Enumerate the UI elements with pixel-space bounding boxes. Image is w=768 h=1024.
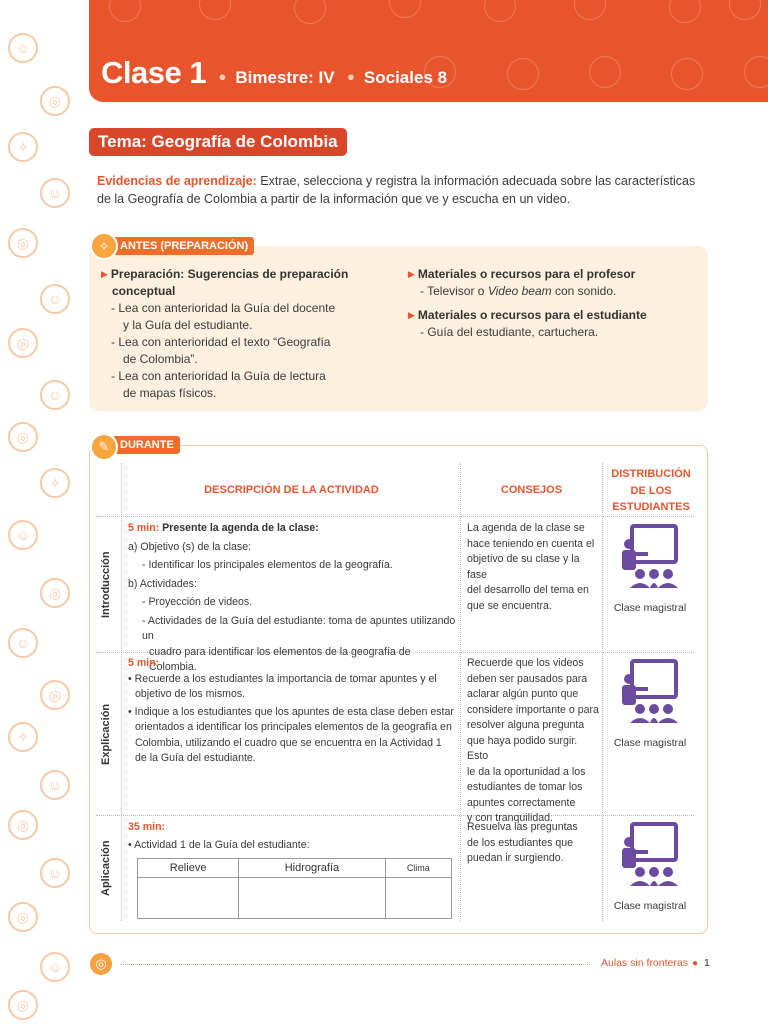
globe-icon: ◎	[8, 810, 38, 840]
list-item-cont: de Colombia”.	[123, 352, 198, 366]
person-icon: ☺	[40, 858, 70, 888]
decorative-icon-rail	[0, 0, 64, 1024]
evidencias-text-2: de la Geografía de Colombia a partir de la información que ve y escucha en un video.	[97, 192, 571, 206]
globe-icon: ◎	[8, 902, 38, 932]
lightbulb-icon: ✧	[90, 232, 118, 260]
dist-caption: Clase magistral	[613, 602, 687, 614]
dist-caption: Clase magistral	[613, 900, 687, 912]
list-item-cont: y la Guía del estudiante.	[123, 318, 253, 332]
list-item-cont: de mapas físicos.	[123, 386, 217, 400]
estudiante-heading: ▶ Materiales o recursos para el estudiante	[408, 308, 647, 322]
preparacion-heading-2: conceptual	[112, 284, 176, 298]
person-icon: ☺	[8, 628, 38, 658]
globe-icon: ◎	[40, 578, 70, 608]
evidencias-label: Evidencias de aprendizaje:	[97, 174, 257, 188]
list-item: - Lea con anterioridad la Guía del docente	[111, 301, 336, 315]
globe-icon: ◎	[40, 680, 70, 710]
row-explicacion-description: 5 min: • Recuerde a los estudiantes la importancia de tomar apuntes y el objetivo de los mismos. • Indique a los estudiantes que los apuntes de esta clase deben estar orientados a identificar los principales elementos de la geografía en Colombia, utilizando el cuadro que se encuentra en la Actividad 1 de la Guía del estudiante.	[128, 657, 454, 764]
grid-line	[460, 463, 461, 921]
lightbulb-icon: ✧	[40, 468, 70, 498]
list-item: - Guía del estudiante, cartuchera.	[420, 325, 599, 339]
grid-line	[121, 463, 122, 921]
dist-intro	[602, 522, 698, 614]
globe-icon: ◎	[8, 990, 38, 1020]
table-header-relieve: Relieve	[138, 859, 239, 878]
lightbulb-icon: ✧	[8, 132, 38, 162]
dist-aplicacion	[602, 820, 698, 912]
page-title: Clase 1 ● Bimestre: IV ● Sociales 8	[101, 55, 448, 90]
globe-icon: ◎	[8, 328, 38, 358]
person-icon: ☺	[40, 952, 70, 982]
row-aplicacion-description: 35 min: • Actividad 1 de la Guía del estudiante:	[128, 821, 310, 851]
person-icon: ☺	[8, 33, 38, 63]
table-cell	[239, 878, 385, 919]
class-number: Clase 1	[101, 55, 207, 90]
materiales-column	[408, 266, 708, 341]
topic-pill: Tema: Geografía de Colombia	[89, 128, 347, 156]
dist-caption: Clase magistral	[613, 737, 687, 749]
grid-line	[96, 815, 694, 816]
row-aplicacion-consejos: Resuelva las preguntas de los estudiantes que puedan ir surgiendo.	[467, 821, 578, 864]
teacher-board-icon	[618, 522, 682, 594]
evidencias-text-1: Extrae, selecciona y registra la información adecuada sobre las características	[260, 174, 696, 188]
row-intro-description: 5 min: Presente la agenda de la clase: a) Objetivo (s) de la clase: - Identificar los principales elementos de la geografía. b) Actividades: - Proyección de videos. - Actividades de la Guía del estudiante: toma de apuntes utilizando un cuadro para identificar los elementos de la geografía de Colombia.	[128, 522, 456, 673]
table-cell	[385, 878, 451, 919]
globe-icon: ◎	[8, 228, 38, 258]
phase-aplicacion: Aplicación	[100, 840, 112, 897]
page-header	[89, 0, 768, 102]
globe-icon: ◎	[40, 86, 70, 116]
grid-line	[96, 516, 694, 517]
page-footer: Aulas sin fronteras ● 1	[601, 957, 710, 969]
teacher-board-icon	[618, 657, 682, 729]
person-icon: ☺	[40, 284, 70, 314]
preparacion-column	[101, 266, 381, 402]
row-explicacion-consejos: Recuerde que los videos deben ser pausados para aclarar algún punto que considere importante o para resolver alguna pregunta que haya podido surgir. Esto le da la oportunidad a los estudiantes de tomar los apuntes correctamente y con tranquilidad.	[467, 657, 599, 824]
list-item: - Lea con anterioridad el texto “Geografía	[111, 335, 331, 349]
footer-divider	[120, 964, 590, 965]
teacher-board-icon	[618, 820, 682, 892]
person-icon: ☺	[8, 520, 38, 550]
pencil-icon: ✎	[90, 433, 118, 461]
list-item: - Televisor o Video beam con sonido.	[420, 284, 617, 298]
lightbulb-icon: ✧	[8, 722, 38, 752]
list-item: - Lea con anterioridad la Guía de lectura	[111, 369, 326, 383]
preparacion-heading: ▶ Preparación: Sugerencias de preparación	[101, 267, 349, 281]
page-number: 1	[704, 957, 710, 969]
row-intro-consejos: La agenda de la clase se hace teniendo en cuenta el objetivo de su clase y la fase del desarrollo del tema en que se encuentra.	[467, 522, 595, 612]
antes-tag: ANTES (PREPARACIÓN)	[114, 237, 254, 255]
person-icon: ☺	[40, 770, 70, 800]
table-cell	[138, 878, 239, 919]
profesor-heading: ▶ Materiales o recursos para el profesor	[408, 267, 636, 281]
dist-explicacion	[602, 657, 698, 749]
globe-icon: ◎	[8, 422, 38, 452]
phase-introduccion: Introducción	[100, 551, 112, 618]
person-icon: ☺	[40, 178, 70, 208]
col-header-descripcion: DESCRIPCIÓN DE LA ACTIVIDAD	[204, 484, 379, 496]
subject-label: Sociales 8	[363, 68, 448, 87]
bimestre-label: Bimestre: IV	[235, 68, 335, 87]
col-header-consejos: CONSEJOS	[500, 484, 563, 496]
evidencias-paragraph	[97, 172, 737, 208]
globe-icon: ◎	[90, 953, 112, 975]
activity-table	[137, 858, 452, 919]
phase-explicacion: Explicación	[100, 703, 112, 765]
footer-label: Aulas sin fronteras	[601, 957, 688, 969]
table-header-clima: Clima	[385, 859, 451, 878]
durante-tag: DURANTE	[114, 436, 180, 454]
person-icon: ☺	[40, 380, 70, 410]
col-header-distribucion: DISTRIBUCIÓN DE LOS ESTUDIANTES	[611, 468, 691, 513]
table-header-hidrografia: Hidrografía	[239, 859, 385, 878]
